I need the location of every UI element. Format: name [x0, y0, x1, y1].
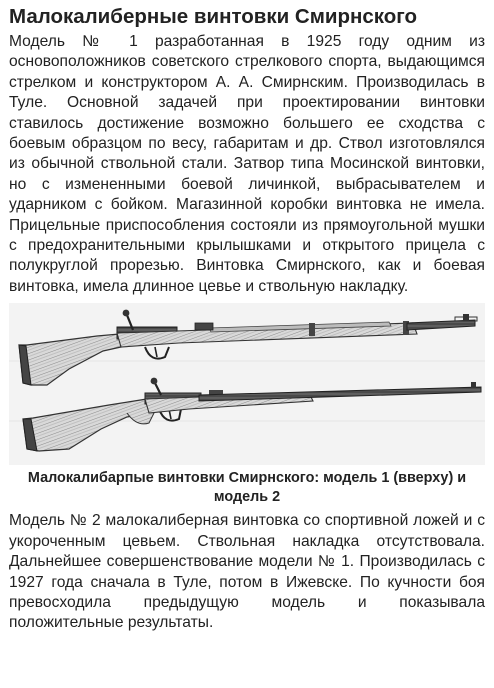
rifles-illustration: [9, 303, 485, 465]
paragraph-model-1: Модель № 1 разработанная в 1925 году одним из основоположников советского стрелкового спорта, выдающимся стрелком и конструктором А. А. Смирнским. Производилась в Туле. Основной задачей при проектировании винтовки ставилось достижение возможно большего ее сходства с боевым образцом по весу, габаритам и др. Ствол изготовлялся из обычной ствольной стали. Затвор типа Мосинской винтовки, но с измененными боевой личинкой, выбрасывателем и ударником с бойком. Магазинной коробки винтовка не имела. Прицельные приспособления состояли из прямоугольной мушки с предохранительными крылышками и открытого прицела с полукруглой прорезью. Винтовка Смирнского, как и боевая винтовка, имела длинное цевье и ствольную накладку.: [9, 33, 485, 295]
paragraph-model-2: Модель № 2 малокалиберная винтовка со спортивной ложей и с укороченным цевьем. Ствольная накладка отсутствовала. Дальнейшее совершенствование модели № 1. Производилась с 1927 года сначала в Туле, потом в Ижевске. По кучности боя превосходила предыдущую модель и показывала положительные результаты.: [9, 512, 485, 632]
figure-caption: Малокалибарпые винтовки Смирнского: модель 1 (вверху) и модель 2: [27, 470, 467, 506]
article-title: Малокалиберные винтовки Смирнского: [9, 5, 418, 28]
rifles-drawing: [9, 303, 485, 465]
